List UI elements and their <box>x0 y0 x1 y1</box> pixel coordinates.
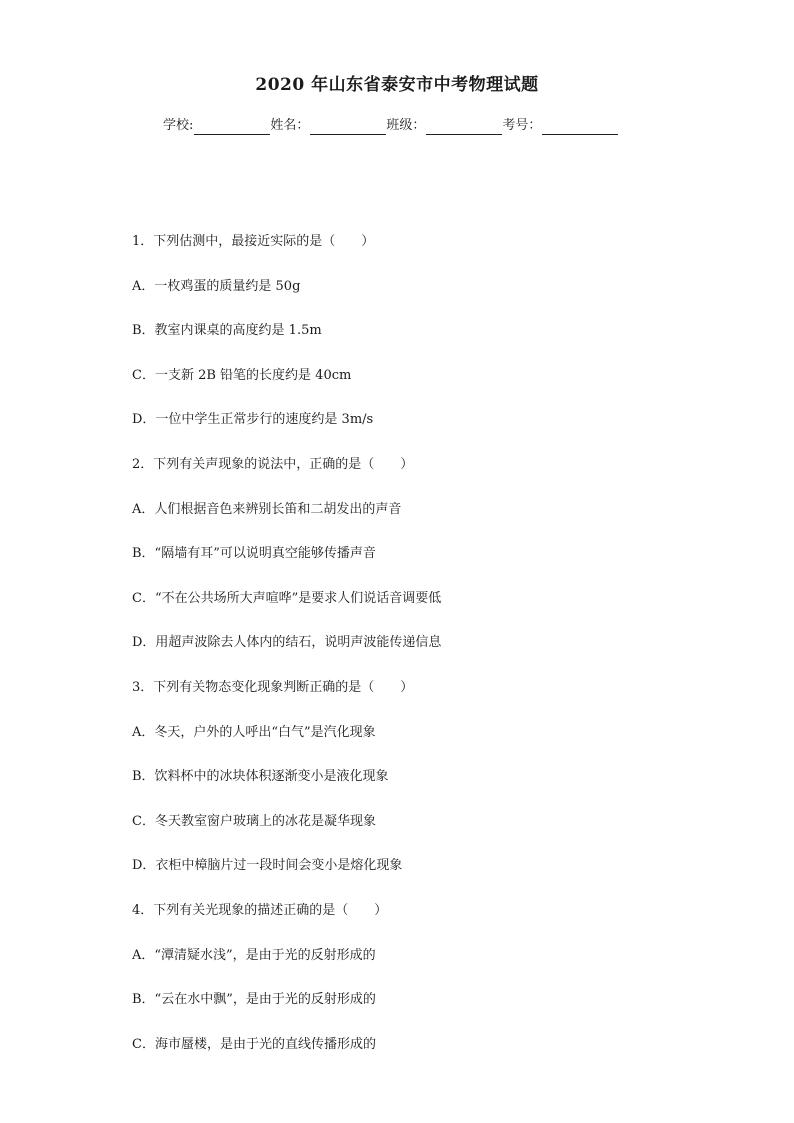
student-info-row <box>163 117 618 135</box>
question-4-stem: 4．下列有关光现象的描述正确的是（ ） <box>132 902 388 918</box>
question-3-option-a: A．冬天，户外的人呼出“白气”是汽化现象 <box>132 724 376 740</box>
name-label: 姓名： <box>270 118 310 133</box>
question-4-option-a: A．“潭清疑水浅”，是由于光的反射形成的 <box>132 947 376 963</box>
school-blank <box>194 119 270 135</box>
class-blank <box>426 119 502 135</box>
question-3-option-c: C．冬天教室窗户玻璃上的冰花是凝华现象 <box>132 813 376 829</box>
exam-title: 2020 年山东省泰安市中考物理试题 <box>255 75 539 95</box>
name-blank <box>310 119 386 135</box>
class-label: 班级： <box>386 118 426 133</box>
question-4-option-c: C．海市蜃楼，是由于光的直线传播形成的 <box>132 1036 376 1052</box>
question-2-stem: 2．下列有关声现象的说法中，正确的是（ ） <box>132 456 414 472</box>
question-1-option-b: B．教室内课桌的高度约是 1.5m <box>132 323 322 339</box>
question-1-option-d: D．一位中学生正常步行的速度约是 3m/s <box>132 412 374 428</box>
question-4-option-b: B．“云在水中飘”，是由于光的反射形成的 <box>132 992 376 1008</box>
question-1-stem: 1．下列估测中，最接近实际的是（ ） <box>132 234 375 249</box>
school-label: 学校: <box>163 118 194 133</box>
question-1-option-c: C．一支新 2B 铅笔的长度约是 40cm <box>132 367 352 383</box>
question-3-option-b: B．饮料杯中的冰块体积逐渐变小是液化现象 <box>132 769 389 785</box>
question-2-option-a: A．人们根据音色来辨别长笛和二胡发出的声音 <box>132 501 402 517</box>
question-2-option-d: D．用超声波除去人体内的结石，说明声波能传递信息 <box>132 635 442 651</box>
question-3-option-d: D．衣柜中樟脑片过一段时间会变小是熔化现象 <box>132 858 403 874</box>
question-1-option-a: A．一枚鸡蛋的质量约是 50g <box>132 278 301 294</box>
question-list <box>132 232 692 1079</box>
question-2-option-b: B．“隔墙有耳”可以说明真空能够传播声音 <box>132 546 376 562</box>
exam-number-blank <box>542 119 618 135</box>
exam-number-label: 考号： <box>502 118 542 133</box>
question-3-stem: 3．下列有关物态变化现象判断正确的是（ ） <box>132 679 414 695</box>
question-2-option-c: C．“不在公共场所大声喧哗”是要求人们说话音调要低 <box>132 590 442 606</box>
